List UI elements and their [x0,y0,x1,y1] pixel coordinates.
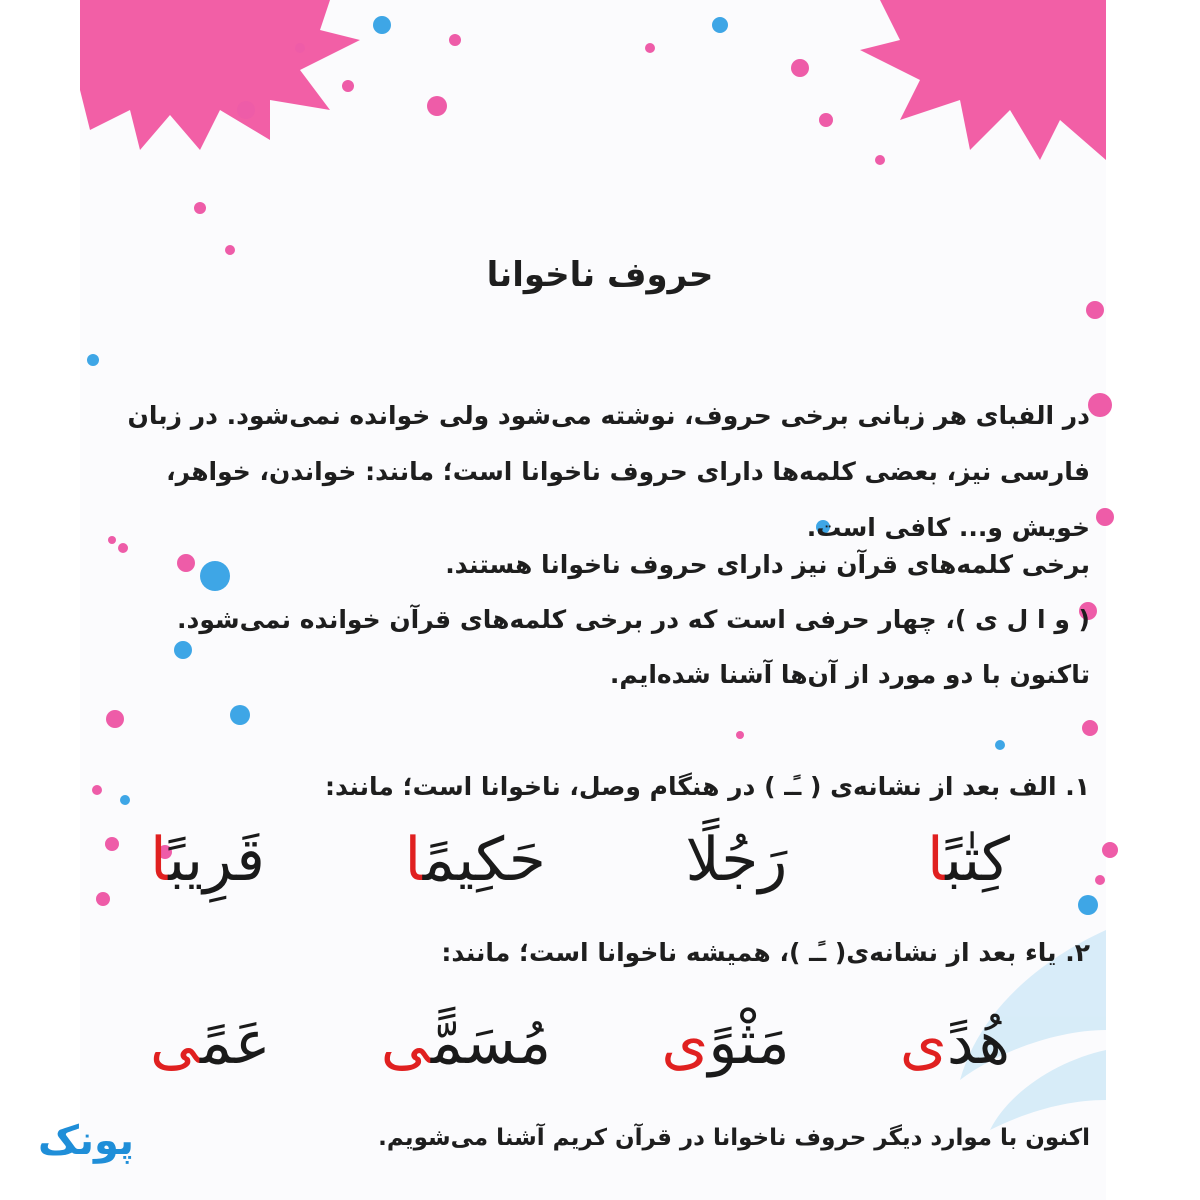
example-word: كِتٰبًا [926,825,1010,895]
learned-two-cases-line: تاکنون با دو مورد از آن‌ها آشنا شده‌ایم. [609,660,1090,689]
example-word: مَثْوًى [661,1008,790,1078]
pink-flower-top-right [860,0,1106,160]
example-word: عَمًى [150,1008,271,1078]
rule-2-examples [150,1008,1010,1078]
example-word: هُدًى [899,1008,1010,1078]
four-letters-line: ( و ا ل ی )، چهار حرفی است که در برخی کلمه‌های قرآن خوانده نمی‌شود. [177,605,1090,634]
site-logo: پونک [38,1118,135,1164]
example-word: قَرِيبًا [150,825,265,895]
closing-sentence: اکنون با موارد دیگر حروف ناخوانا در قرآن کریم آشنا می‌شویم. [378,1125,1090,1151]
intro-paragraph: در الفبای هر زبانی برخی حروف، نوشته می‌شود ولی خوانده نمی‌شود. در زبان فارسی نیز، بعضی کلمه‌ها دارای حروف ناخوانا است؛ مانند: خواندن، خواهر، خویش و... کافی است. [127,401,1090,542]
rule-1-examples [150,825,1010,895]
page-title: حروف ناخوانا [486,255,714,295]
rule-2-heading: ۲. یاء بعد از نشانه‌ی( ـًـ )، همیشه ناخوانا است؛ مانند: [441,938,1090,967]
example-word: مُسَمًّى [380,1008,552,1078]
example-word: حَكِيمًا [404,825,546,895]
rule-1-heading: ۱. الف بعد از نشانه‌ی ( ـًـ ) در هنگام وصل، ناخوانا است؛ مانند: [325,772,1090,801]
pink-flower-top-left [80,0,360,150]
example-word: رَجُلً [685,825,788,895]
quran-silent-letters-line: برخی کلمه‌های قرآن نیز دارای حروف ناخوانا هستند. [445,550,1090,579]
